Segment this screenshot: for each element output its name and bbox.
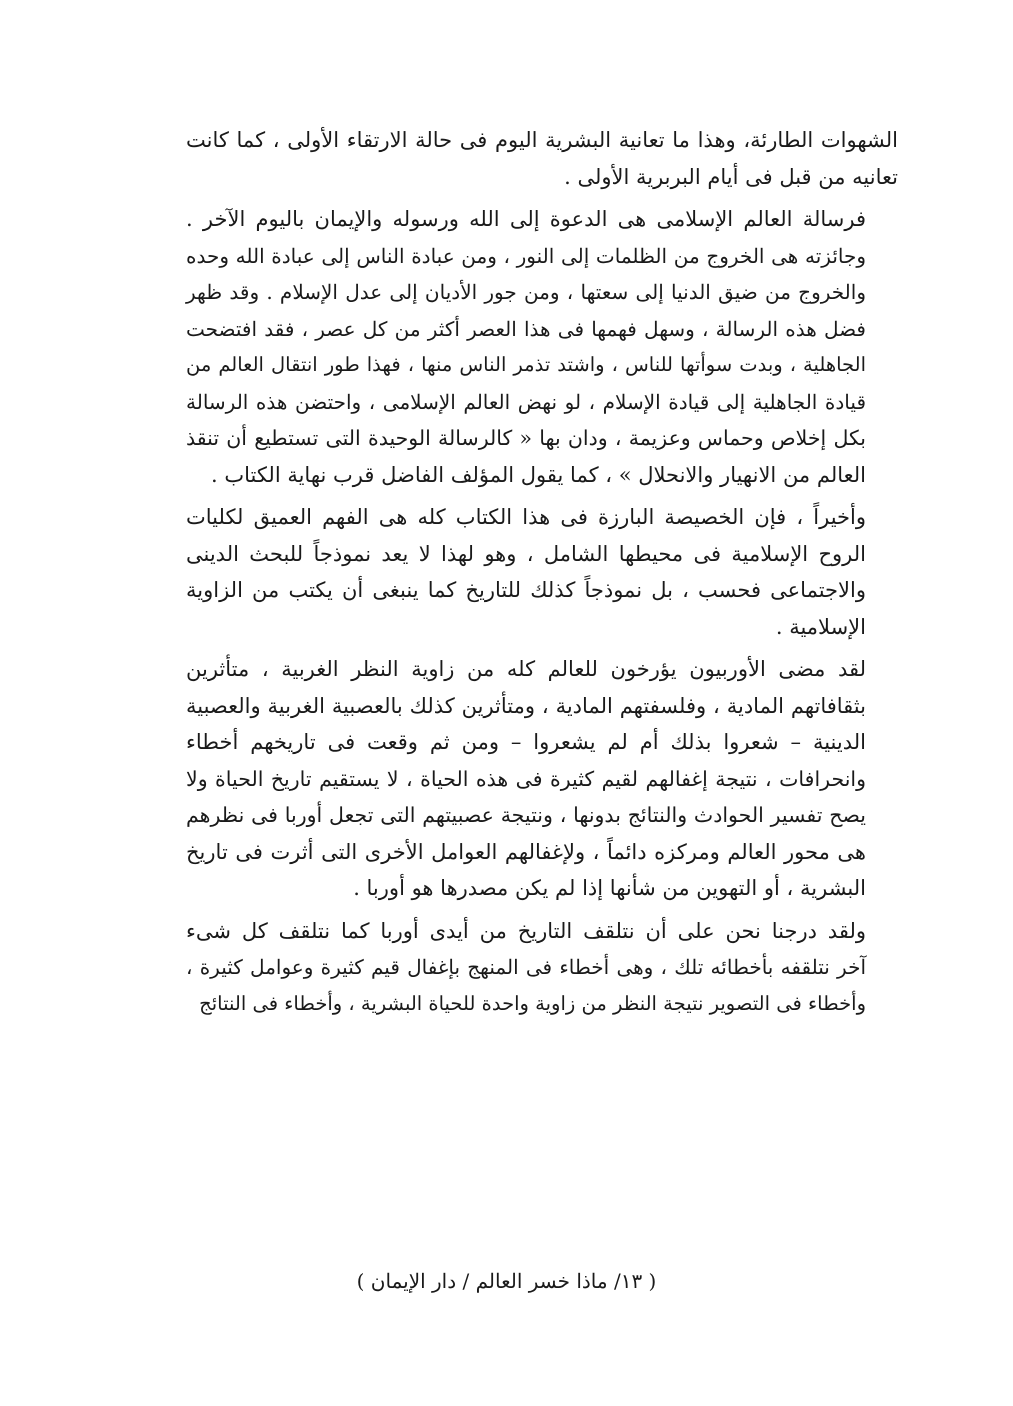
text-line: الروح الإسلامية فى محيطها الشامل ، وهو لهذا لا يعد نموذجاً للبحث الدينى [186,541,866,566]
text-line: وأخطاء فى التصوير نتيجة النظر من زاوية واحدة للحياة البشرية ، وأخطاء فى النتائج [199,991,866,1015]
body-text [186,122,898,1028]
paragraph [186,913,898,1023]
text-line: تعانيه من قبل فى أيام البربرية الأولى . [564,164,898,189]
text-line: وانحرافات ، نتيجة إغفالهم لقيم كثيرة فى هذه الحياة ، لا يستقيم تاريخ الحياة ولا [186,766,866,791]
paragraph [186,499,898,645]
text-line: والاجتماعى فحسب ، بل نموذجاً كذلك للتاريخ كما ينبغى أن يكتب من الزاوية [186,578,866,602]
text-line: فرسالة العالم الإسلامى هى الدعوة إلى الله ورسوله والإيمان باليوم الآخر . [186,207,866,231]
paragraph [186,201,898,493]
text-line: فضل هذه الرسالة ، وسهل فهمها فى هذا العصر أكثر من كل عصر ، فقد افتضحت [186,316,866,341]
text-line: قيادة الجاهلية إلى قيادة الإسلام ، لو نهض العالم الإسلامى ، واحتضن هذه الرسالة [186,389,866,414]
text-line: بثقافاتهم المادية ، وفلسفتهم المادية ، ومتأثرين كذلك بالعصبية الغربية والعصبية [186,693,866,718]
text-line: آخر نتلقفه بأخطائه تلك ، وهى أخطاء فى المنهج بإغفال قيم كثيرة وعوامل كثيرة ، [186,955,866,979]
text-line: الدينية – شعروا بذلك أم لم يشعروا – ومن ثم وقعت فى تاريخهم أخطاء [186,730,866,754]
text-line: العالم من الانهيار والانحلال » ، كما يقول المؤلف الفاضل قرب نهاية الكتاب . [210,462,866,487]
text-line: الإسلامية . [775,614,866,639]
text-line: الجاهلية ، وبدت سوأتها للناس ، واشتد تذمر الناس منها ، فهذا طور انتقال العالم من [186,353,866,376]
text-line: وأخيراً ، فإن الخصيصة البارزة فى هذا الكتاب كله هى الفهم العميق لكليات [186,505,866,529]
text-line: ولقد درجنا نحن على أن نتلقف التاريخ من أيدى أوربا كما نتلقف كل شىء [186,918,866,943]
text-line: وجائزته هى الخروج من الظلمات إلى النور ، ومن عبادة الناس إلى عبادة الله وحده [186,243,866,268]
text-line: البشرية ، أو التهوين من شأنها إذا لم يكن مصدرها هو أوربا . [353,876,866,900]
text-line: الشهوات الطارئة، وهذا ما تعانية البشرية اليوم فى حالة الارتقاء الأولى ، كما كانت [186,128,898,152]
paragraph [186,122,898,195]
text-line: والخروج من ضيق الدنيا إلى سعتها ، ومن جور الأديان إلى عدل الإسلام . وقد ظهر [186,280,866,304]
text-line: لقد مضى الأوربيون يؤرخون للعالم كله من زاوية النظر الغربية ، متأثرين [186,657,866,681]
paragraph [186,651,898,907]
text-line: بكل إخلاص وحماس وعزيمة ، ودان بها « كالرسالة الوحيدة التى تستطيع أن تنقذ [186,426,866,450]
text-line: يصح تفسير الحوادث والنتائج بدونها ، ونتيجة عصبيتهم التى تجعل أوربا فى نظرهم [186,803,866,827]
page-footer: ( ١٣/ ماذا خسر العالم / دار الإيمان ) [356,1269,657,1293]
text-line: هى محور العالم ومركزه دائماً ، ولإغفالهم العوامل الأخرى التى أثرت فى تاريخ [186,839,866,864]
